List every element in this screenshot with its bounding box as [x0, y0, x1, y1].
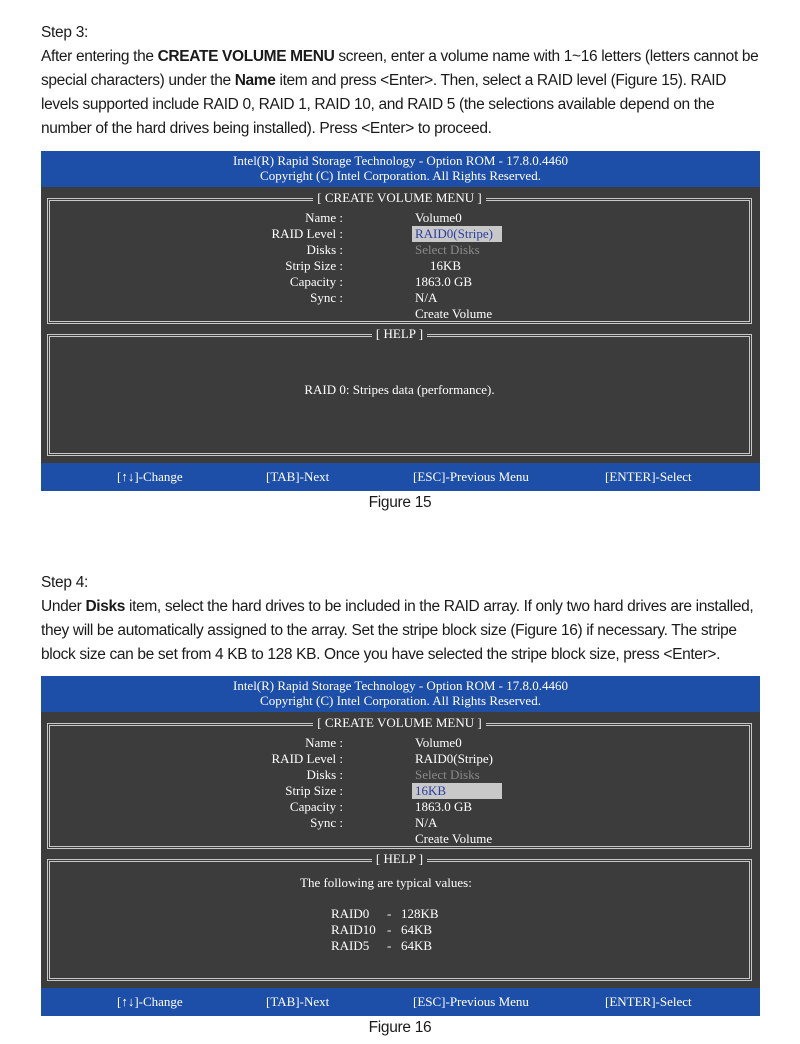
figure16-caption: Figure 16 — [368, 1019, 432, 1036]
name-label: Name : — [305, 735, 343, 750]
help-row-value: 64KB — [401, 922, 433, 937]
figure15-caption: Figure 15 — [368, 494, 432, 511]
raid-level-label: RAID Level : — [271, 226, 343, 241]
step3-paragraph: After entering the CREATE VOLUME MENU screen, enter a volume name with 1~16 letters (letters cannot be special characters) under the Name item and press <Enter>. Then, select a RAID level (Figure 15). RAID levels supported include RAID 0, RAID 1, RAID 10, and RAID 5 (the selections available depend on the number of the hard drives being installed). Press <Enter> to proceed. — [41, 48, 759, 137]
next-hint: [TAB]-Next — [266, 469, 330, 484]
name-value[interactable]: Volume0 — [415, 735, 462, 750]
help-panel — [47, 326, 752, 456]
help-title: [ HELP ] — [372, 851, 427, 866]
rom-footer — [41, 463, 760, 491]
sync-value[interactable]: N/A — [415, 815, 438, 830]
help-row-dash: - — [387, 938, 392, 953]
raid-level-field[interactable]: RAID0(Stripe) — [412, 226, 502, 242]
strip-size-field[interactable]: 16KB — [430, 258, 462, 273]
strip-size-label: Strip Size : — [285, 783, 343, 798]
raid-level-label: RAID Level : — [271, 751, 343, 766]
next-hint: [TAB]-Next — [266, 994, 330, 1009]
create-volume-title: [ CREATE VOLUME MENU ] — [313, 190, 485, 205]
help-row-name: RAID5 — [331, 938, 370, 953]
create-volume-title: [ CREATE VOLUME MENU ] — [313, 715, 485, 730]
help-row-name: RAID0 — [331, 906, 370, 921]
raid-level-field[interactable]: RAID0(Stripe) — [415, 751, 493, 766]
create-volume-panel — [47, 715, 752, 849]
capacity-value[interactable]: 1863.0 GB — [415, 799, 473, 814]
help-row-dash: - — [387, 906, 392, 921]
capacity-label: Capacity : — [289, 274, 343, 289]
sync-label: Sync : — [310, 815, 343, 830]
select-hint: [ENTER]-Select — [605, 469, 692, 484]
help-row-value: 128KB — [401, 906, 439, 921]
capacity-label: Capacity : — [289, 799, 343, 814]
rom-footer — [41, 988, 760, 1016]
help-row-dash: - — [387, 922, 392, 937]
rom-title: Intel(R) Rapid Storage Technology - Option ROM - 17.8.0.4460 — [232, 153, 568, 168]
select-hint: [ENTER]-Select — [605, 994, 692, 1009]
name-label: Name : — [305, 210, 343, 225]
step3-heading: Step 3: — [41, 24, 89, 41]
rom-copyright: Copyright (C) Intel Corporation. All Rights Reserved. — [260, 693, 541, 708]
help-row-name: RAID10 — [331, 922, 376, 937]
step4-paragraph: Under Disks item, select the hard drives to be included in the RAID array. If only two hard drives are installed, they will be automatically assigned to the array. Set the stripe block size (Figure 16) if necessary. The stripe block size can be set from 4 KB to 128 KB. Once you have selected the stripe block size, press <Enter>. — [41, 598, 754, 663]
select-disks-field[interactable]: Select Disks — [415, 767, 480, 782]
help-title: [ HELP ] — [372, 326, 427, 341]
create-volume-panel — [47, 190, 752, 324]
capacity-value[interactable]: 1863.0 GB — [415, 274, 473, 289]
change-hint: [↑↓]-Change — [117, 469, 183, 484]
name-value[interactable]: Volume0 — [415, 210, 462, 225]
rom-title: Intel(R) Rapid Storage Technology - Option ROM - 17.8.0.4460 — [232, 678, 568, 693]
create-volume-button[interactable]: Create Volume — [415, 831, 493, 846]
help-text: RAID 0: Stripes data (performance). — [304, 382, 495, 397]
figure16-rom-screen — [41, 676, 760, 1016]
sync-value[interactable]: N/A — [415, 290, 438, 305]
create-volume-button[interactable]: Create Volume — [415, 306, 493, 321]
sync-label: Sync : — [310, 290, 343, 305]
disks-label: Disks : — [306, 242, 343, 257]
strip-size-field[interactable]: 16KB — [412, 783, 502, 799]
help-intro: The following are typical values: — [300, 875, 472, 890]
previous-menu-hint: [ESC]-Previous Menu — [413, 994, 529, 1009]
rom-header — [41, 151, 760, 187]
change-hint: [↑↓]-Change — [117, 994, 183, 1009]
figure15-rom-screen — [41, 151, 760, 491]
previous-menu-hint: [ESC]-Previous Menu — [413, 469, 529, 484]
strip-size-label: Strip Size : — [285, 258, 343, 273]
help-panel — [47, 851, 752, 981]
disks-label: Disks : — [306, 767, 343, 782]
help-row-value: 64KB — [401, 938, 433, 953]
step4-heading: Step 4: — [41, 574, 89, 591]
rom-copyright: Copyright (C) Intel Corporation. All Rights Reserved. — [260, 168, 541, 183]
rom-header — [41, 676, 760, 712]
select-disks-field[interactable]: Select Disks — [415, 242, 480, 257]
